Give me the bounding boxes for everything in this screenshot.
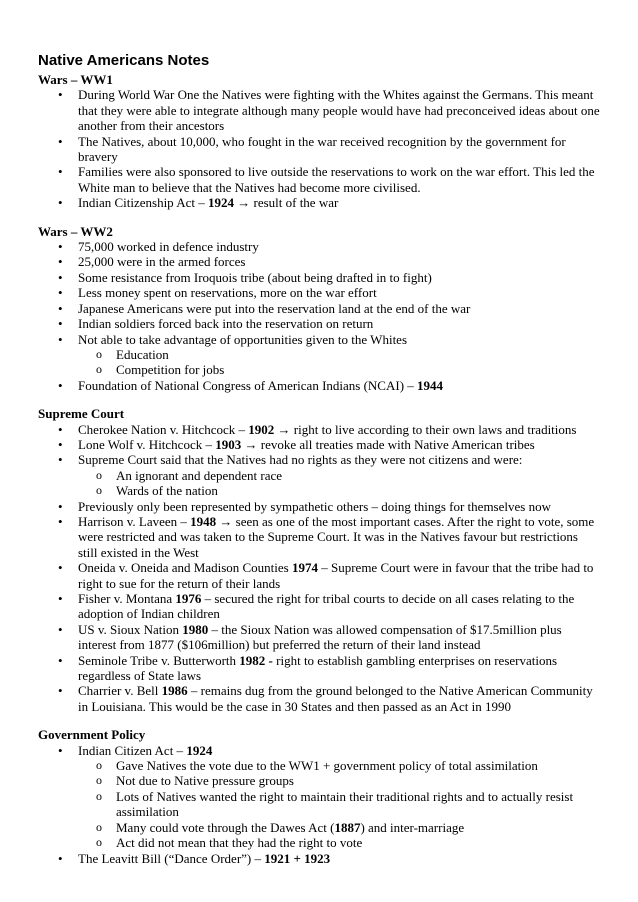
- sub-list-item: [78, 362, 600, 377]
- text-run: Lone Wolf v. Hitchcock –: [78, 436, 216, 452]
- text-run: Seminole Tribe v. Butterworth: [78, 652, 240, 668]
- text-run: Not able to take advantage of opportunities given to the Whites: [78, 331, 408, 347]
- text-run: ) and inter-marriage: [360, 819, 465, 835]
- text-run: Some resistance from Iroquois tribe (about being drafted in to fight): [78, 269, 432, 285]
- section: [38, 224, 600, 393]
- sub-list-item: [78, 773, 600, 788]
- text-run: Indian Citizen Act –: [78, 742, 187, 758]
- bold-text: 1887: [334, 819, 361, 835]
- text-run: An ignorant and dependent race: [116, 467, 283, 483]
- text-run: → right to live according to their own laws and traditions: [274, 421, 577, 437]
- text-run: Families were also sponsored to live outside the reservations to work on the war effort. This led the White man to believe that the Natives had become more civilised.: [78, 164, 595, 195]
- bold-text: 1921 + 1923: [264, 850, 331, 866]
- section: [38, 727, 600, 866]
- sub-list-item: [78, 758, 600, 773]
- bullet-list: [38, 87, 600, 210]
- bold-text: 1902: [248, 421, 275, 437]
- text-run: Charrier v. Bell: [78, 683, 162, 699]
- text-run: Lots of Natives wanted the right to maintain their traditional rights and to actually resist assimilation: [116, 788, 574, 820]
- sub-list-item: [78, 789, 600, 820]
- list-item: [38, 195, 600, 210]
- text-run: The Natives, about 10,000, who fought in the war received recognition by the government for bravery: [78, 133, 566, 165]
- text-run: Indian soldiers forced back into the reservation on return: [78, 316, 374, 332]
- text-run: Japanese Americans were put into the reservation land at the end of the war: [78, 300, 471, 316]
- sections-container: [38, 72, 600, 866]
- section: [38, 406, 600, 714]
- list-item: [38, 270, 600, 285]
- text-run: Education: [116, 346, 169, 362]
- section-heading: Government Policy: [38, 727, 146, 743]
- bold-text: 1976: [175, 591, 202, 606]
- bold-text: 1980: [182, 621, 209, 637]
- sub-list-item: [78, 347, 600, 362]
- bold-text: 1982 -: [239, 652, 273, 668]
- text-run: → seen as one of the most important cases. After the right to vote, some were restricted and was taken to the Supreme Court. It was in the Natives favour but restrictions still existed in the West: [78, 513, 595, 560]
- text-run: Many could vote through the Dawes Act (: [116, 819, 335, 835]
- list-item: [38, 332, 600, 378]
- text-run: The Leavitt Bill (“Dance Order”) –: [78, 850, 265, 866]
- text-run: 25,000 were in the armed forces: [78, 254, 246, 270]
- text-run: Gave Natives the vote due to the WW1 + government policy of total assimilation: [116, 758, 538, 774]
- list-item: [38, 422, 600, 437]
- list-item: [38, 499, 600, 514]
- text-run: Act did not mean that they had the right to vote: [116, 835, 363, 851]
- section: [38, 72, 600, 211]
- sub-list: [78, 347, 600, 378]
- text-run: – Supreme Court were in favour that the tribe had to right to sue for the return of their lands: [78, 560, 594, 591]
- list-item: [38, 622, 600, 653]
- list-item: [38, 378, 600, 393]
- text-run: Wards of the nation: [116, 483, 218, 499]
- text-run: – the Sioux Nation was allowed compensation of $17.5million plus interest from 1877 ($106million) but preferred the return of their land instead: [78, 621, 562, 653]
- list-item: [38, 239, 600, 254]
- text-run: Fisher v. Montana: [78, 591, 176, 606]
- list-item: [38, 743, 600, 851]
- list-item: [38, 514, 600, 560]
- sub-list: [78, 468, 600, 499]
- text-run: Cherokee Nation v. Hitchcock –: [78, 421, 249, 437]
- text-run: Foundation of National Congress of American Indians (NCAI) –: [78, 377, 418, 393]
- bold-text: 1924: [186, 742, 213, 758]
- list-item: [38, 316, 600, 331]
- text-run: Indian Citizenship Act –: [78, 195, 208, 211]
- sub-list: [78, 758, 600, 850]
- list-item: [38, 851, 600, 866]
- text-run: Supreme Court said that the Natives had no rights as they were not citizens and were:: [78, 452, 523, 468]
- bold-text: 1924: [207, 195, 234, 211]
- text-run: Oneida v. Oneida and Madison Counties: [78, 560, 292, 576]
- list-item: [38, 683, 600, 714]
- list-item: [38, 301, 600, 316]
- text-run: right to establish gambling enterprises on reservations regardless of State laws: [78, 652, 558, 684]
- text-run: – secured the right for tribal courts to decide on all cases relating to the adoption of Indian children: [78, 591, 575, 622]
- sub-list-item: [78, 483, 600, 498]
- bullet-list: [38, 422, 600, 715]
- section-heading: Wars – WW2: [38, 223, 113, 239]
- text-run: During World War One the Natives were fighting with the Whites against the Germans. This meant that they were able to integrate although many people would have had preconceived ideas about one another from their ancestors: [78, 87, 600, 134]
- section-heading: Supreme Court: [38, 406, 125, 422]
- list-item: [38, 560, 600, 591]
- bold-text: 1903: [215, 436, 242, 452]
- list-item: [38, 254, 600, 269]
- list-item: [38, 452, 600, 498]
- list-item: [38, 437, 600, 452]
- section-heading: Wars – WW1: [38, 72, 113, 87]
- sub-list-item: [78, 468, 600, 483]
- text-run: Competition for jobs: [116, 362, 225, 378]
- list-item: [38, 285, 600, 300]
- text-run: 75,000 worked in defence industry: [78, 239, 259, 255]
- bullet-list: [38, 743, 600, 866]
- list-item: [38, 134, 600, 165]
- list-item: [38, 87, 600, 133]
- bold-text: 1944: [417, 377, 444, 393]
- sub-list-item: [78, 835, 600, 850]
- bold-text: 1986: [161, 683, 188, 699]
- text-run: Previously only been represented by sympathetic others – doing things for themselves now: [78, 498, 551, 514]
- sub-list-item: [78, 820, 600, 835]
- text-run: Harrison v. Laveen –: [78, 513, 191, 529]
- page-title: Native Americans Notes: [38, 52, 210, 69]
- text-run: Not due to Native pressure groups: [116, 773, 294, 789]
- text-run: – remains dug from the ground belonged to the Native American Community in Louisiana. This would be the case in 30 States and then passed as an Act in 1990: [78, 683, 593, 714]
- text-run: → result of the war: [233, 195, 339, 211]
- list-item: [38, 653, 600, 684]
- list-item: [38, 164, 600, 195]
- bold-text: 1948: [190, 513, 217, 529]
- text-run: US v. Sioux Nation: [78, 621, 183, 637]
- text-run: Less money spent on reservations, more on the war effort: [78, 285, 377, 301]
- text-run: → revoke all treaties made with Native American tribes: [241, 436, 535, 452]
- bold-text: 1974: [291, 560, 318, 576]
- bullet-list: [38, 239, 600, 393]
- list-item: [38, 591, 600, 622]
